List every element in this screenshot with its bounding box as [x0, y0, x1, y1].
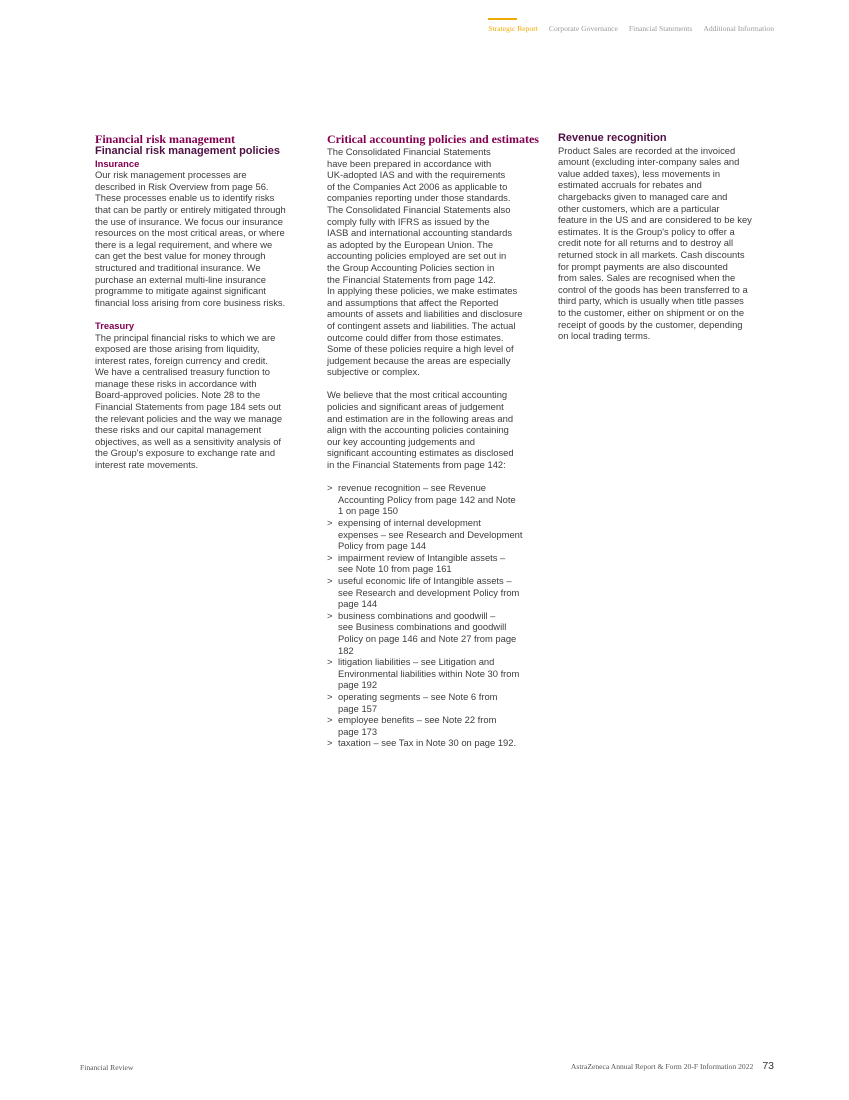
text-line: returned stock in all markets. Cash discounts [558, 248, 745, 260]
text-line: Product Sales are recorded at the invoiced [558, 144, 736, 156]
text-line: page 157 [338, 702, 378, 714]
list-item-operating-segments [327, 691, 545, 714]
text-line: as adopted by the European Union. The [327, 238, 494, 250]
text-line: interest rate movements. [95, 459, 199, 471]
text-line: litigation liabilities – see Litigation and [338, 656, 495, 668]
text-line: In applying these policies, we make estimates [327, 285, 518, 297]
text-line: manage these risks in accordance with [95, 377, 257, 389]
column-financial-risk [95, 133, 313, 471]
text-line: The Consolidated Financial Statements also [327, 203, 511, 215]
text-line: chargebacks given to managed care and [558, 190, 728, 202]
text-line: other customers, which are a particular [558, 202, 720, 214]
text-line: to the customer, either on shipment or on the [558, 306, 745, 318]
insurance-paragraph [95, 169, 313, 308]
section-title-financial-risk: Financial risk management [95, 132, 235, 146]
text-line: Some of these policies require a high level of [327, 343, 514, 355]
text-line: exposed are those arising from liquidity, [95, 343, 260, 355]
text-line: 182 [338, 644, 354, 656]
text-line: outcome could differ from those estimates. [327, 331, 504, 343]
text-line: These processes enable us to identify risks [95, 192, 275, 204]
text-line: The principal financial risks to which we are [95, 331, 276, 343]
top-navigation [488, 24, 774, 33]
page-number: 73 [762, 1060, 774, 1072]
text-line: estimated accruals for rebates and [558, 179, 702, 191]
text-line: business combinations and goodwill – [338, 609, 496, 621]
list-item-litigation-liabilities [327, 656, 545, 691]
text-line: Policy from page 144 [338, 540, 427, 552]
text-line: of the Companies Act 2006 as applicable to [327, 180, 508, 192]
text-line: the Financial Statements from page 142. [327, 273, 496, 285]
text-line: expensing of internal development [338, 517, 481, 528]
text-line: We have a centralised treasury function to [95, 366, 270, 378]
text-line: interest rates, foreign currency and credit. [95, 354, 268, 366]
text-line: control of the goods has been transferred to a [558, 283, 748, 295]
text-line: The Consolidated Financial Statements [327, 146, 491, 157]
text-line: our key accounting judgements and [327, 435, 476, 447]
text-line: there is a legal requirement, and where we [95, 238, 273, 250]
text-line: companies reporting under those standards. [327, 192, 511, 204]
footer-report-title: AstraZeneca Annual Report & Form 20-F Information 2022 [570, 1062, 754, 1071]
text-line: and assumptions that affect the Reported [327, 296, 499, 308]
nav-strategic-report[interactable]: Strategic Report [488, 24, 538, 33]
text-line: taxation – see Tax in Note 30 on page 192. [338, 737, 517, 749]
text-line: We believe that the most critical accounting [327, 389, 508, 401]
text-line: credit note for all returns and to destroy all [558, 237, 734, 249]
text-line: Our risk management processes are [95, 169, 247, 181]
text-line: align with the accounting policies containing [327, 424, 509, 436]
column-revenue-recognition [558, 133, 776, 342]
text-line: Financial Statements from page 184 sets out [95, 401, 282, 413]
text-line: see Research and development Policy from [338, 586, 520, 598]
text-line: amounts of assets and liabilities and disclosure [327, 308, 523, 320]
text-line: Policy on page 146 and Note 27 from page [338, 632, 517, 644]
text-line: structured and traditional insurance. We [95, 261, 261, 273]
text-line: see Note 10 from page 161 [338, 563, 452, 575]
text-line: the use of insurance. We focus our insurance [95, 215, 283, 227]
text-line: of contingent assets and liabilities. The actual [327, 319, 516, 331]
text-line: amount (excluding inter-company sales and [558, 156, 740, 168]
text-line: useful economic life of Intangible assets – [338, 574, 512, 586]
text-line: from sales. Sales are recognised when the [558, 272, 736, 284]
critical-areas-list [327, 482, 545, 749]
subheading-risk-policies: Financial risk management policies [95, 145, 280, 157]
text-line: third party, which is usually when title passes [558, 295, 744, 307]
list-item-useful-economic-life [327, 575, 545, 610]
nav-corporate-governance[interactable]: Corporate Governance [548, 24, 618, 33]
text-line: for prompt payments are also discounted [558, 260, 728, 272]
text-line: comply fully with IFRS as issued by the [327, 215, 490, 227]
text-line: employee benefits – see Note 22 from [338, 714, 497, 726]
text-line: have been prepared in accordance with [327, 157, 492, 169]
subheading-treasury: Treasury [95, 319, 135, 331]
text-line: and estimation are in the following areas and [327, 412, 514, 424]
footer-right [571, 1060, 774, 1072]
text-line: IASB and international accounting standards [327, 227, 513, 239]
text-line: purchase an external multi-line insurance [95, 273, 266, 285]
text-line: these risks and our capital management [95, 424, 262, 436]
subheading-insurance: Insurance [95, 157, 140, 169]
list-item-business-combinations [327, 610, 545, 656]
text-line: policies and significant areas of judgement [327, 401, 504, 413]
text-line: subjective or complex. [327, 366, 420, 378]
list-item-impairment-review [327, 552, 545, 575]
text-line: Board-approved policies. Note 28 to the [95, 389, 261, 401]
text-line: described in Risk Overview from page 56. [95, 180, 269, 192]
text-line: programme to mitigate against significant [95, 285, 266, 297]
text-line: feature in the US and are considered to be key [558, 214, 752, 226]
list-item-development-expenses [327, 517, 545, 552]
text-line: page 173 [338, 725, 378, 737]
text-line: Environmental liabilities within Note 30 from [338, 667, 520, 679]
column-critical-accounting [327, 133, 545, 749]
nav-additional-information[interactable]: Additional Information [703, 24, 774, 33]
text-line: the Group Accounting Policies section in [327, 261, 495, 273]
text-line: see Business combinations and goodwill [338, 621, 507, 633]
text-line: estimates. It is the Group's policy to offer a [558, 225, 735, 237]
text-line: judgement because the areas are especially [327, 354, 511, 366]
text-line: receipt of goods by the customer, depending [558, 318, 743, 330]
text-line: the Group's exposure to exchange rate and [95, 447, 276, 459]
section-title-critical-accounting: Critical accounting policies and estimates [327, 132, 539, 146]
text-line: expenses – see Research and Development [338, 528, 523, 540]
text-line: page 144 [338, 598, 378, 610]
list-item-taxation [327, 737, 545, 749]
text-line: value added taxes), less movements in [558, 167, 721, 179]
text-line: page 192 [338, 679, 378, 691]
text-line: the relevant policies and the way we manage [95, 412, 283, 424]
text-line: 1 on page 150 [338, 505, 398, 517]
list-item-employee-benefits [327, 714, 545, 737]
text-line: on local trading terms. [558, 330, 651, 342]
text-line: that can be partly or entirely mitigated through [95, 203, 286, 215]
text-line: can get the best value for money through [95, 250, 266, 262]
text-line: impairment review of Intangible assets – [338, 551, 506, 563]
text-line: accounting policies employed are set out in [327, 250, 507, 262]
text-line: objectives, as well as a sensitivity analysis of [95, 435, 282, 447]
text-line: revenue recognition – see Revenue [338, 482, 487, 494]
text-line: in the Financial Statements from page 142: [327, 459, 506, 471]
treasury-paragraph [95, 332, 313, 471]
text-line: financial loss arising from core business risks. [95, 296, 286, 308]
text-line: UK-adopted IAS and with the requirements [327, 169, 506, 181]
text-line: Accounting Policy from page 142 and Note [338, 493, 516, 505]
text-line: operating segments – see Note 6 from [338, 690, 498, 702]
list-item-revenue-recognition [327, 482, 545, 517]
nav-financial-statements[interactable]: Financial Statements [628, 24, 693, 33]
accounting-paragraph-1 [327, 146, 545, 378]
footer-section-name: Financial Review [80, 1063, 134, 1072]
text-line: significant accounting estimates as disclosed [327, 447, 514, 459]
subheading-revenue-recognition: Revenue recognition [558, 132, 667, 144]
revenue-paragraph [558, 145, 776, 342]
text-line: resources on the most critical areas, or where [95, 227, 285, 239]
accounting-paragraph-2 [327, 389, 545, 470]
